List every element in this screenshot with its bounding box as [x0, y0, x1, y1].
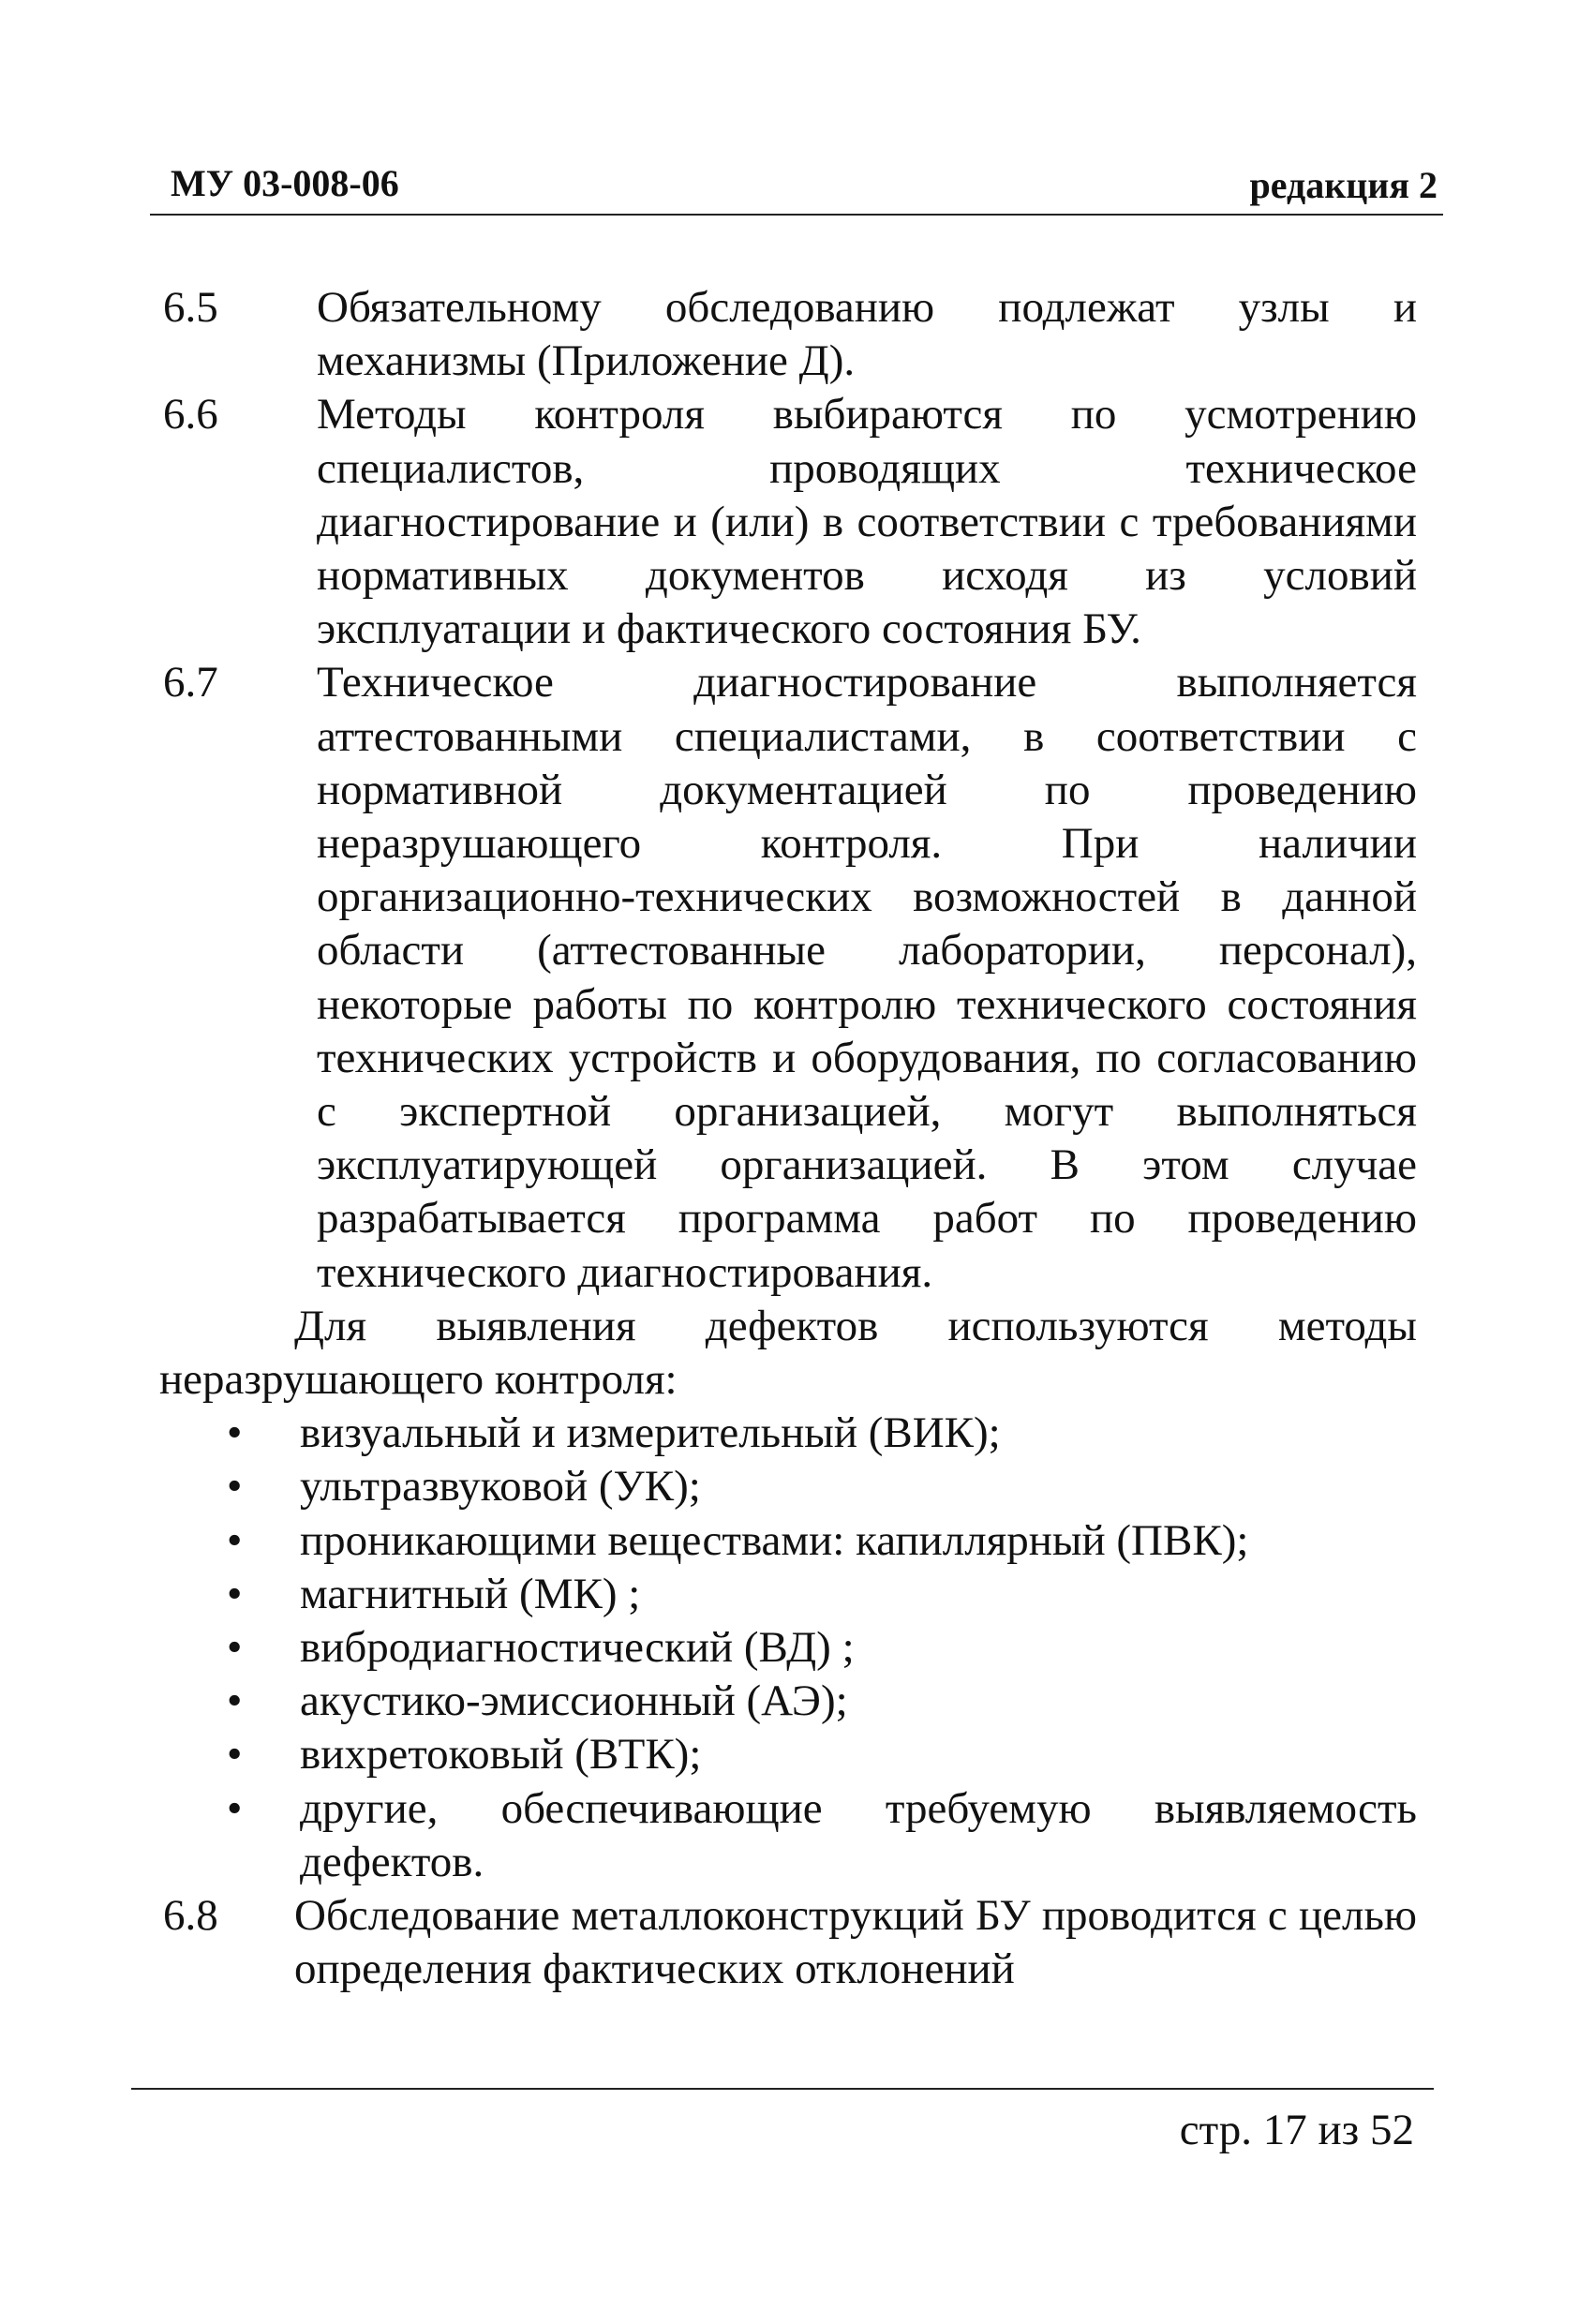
list-item: • ультразвуковой (УК);: [159, 1460, 1417, 1513]
list-item: • визуальный и измерительный (ВИК);: [159, 1407, 1417, 1460]
section-text: Обследование металлоконструкций БУ проводится с целью определения фактических отклонений: [294, 1891, 1417, 1994]
bullet-icon: •: [227, 1462, 243, 1512]
section-6-5: [159, 281, 1417, 388]
footer-divider: [131, 2088, 1434, 2090]
edition-label: редакция 2: [1249, 164, 1438, 206]
section-number: 6.6: [163, 390, 218, 439]
list-item: • проникающими веществами: капиллярный (ПВК);: [159, 1514, 1417, 1568]
section-text: Техническое диагностирование выполняется аттестованными специалистами, в соответствии с нормативной документацией по проведению неразрушающего контроля. При наличии организационно-технических возможностей в данной области (аттестованные лаборатории, персонал), некоторые работы по контролю технического состояния технических устройств и оборудования, по согласованию с экспертной организацией, могут выполняться эксплуатирующей организацией. В этом случае разрабатывается программа работ по проведению технического диагностирования.: [317, 658, 1417, 1297]
bullet-icon: •: [227, 1730, 243, 1780]
list-item: • акустико-эмиссионный (АЭ);: [159, 1675, 1417, 1728]
list-item: • вихретоковый (ВТК);: [159, 1728, 1417, 1781]
bullet-icon: •: [227, 1676, 243, 1726]
document-body: [159, 281, 1417, 1997]
bullet-icon: •: [227, 1623, 243, 1673]
section-number: 6.8: [163, 1891, 218, 1941]
list-item: • магнитный (МК) ;: [159, 1568, 1417, 1621]
list-item: • другие, обеспечивающие требуемую выявляемость дефектов.: [227, 1783, 1417, 1886]
section-6-6: [159, 388, 1417, 656]
section-text: Методы контроля выбираются по усмотрению специалистов, проводящих техническое диагностирование и (или) в соответствии с требованиями нормативных документов исходя из условий эксплуатации и фактического состояния БУ.: [317, 390, 1417, 654]
list-item: • вибродиагностический (ВД) ;: [159, 1621, 1417, 1675]
page-header: [150, 157, 1443, 216]
bullet-icon: •: [227, 1515, 243, 1565]
bullet-icon: •: [227, 1408, 243, 1458]
page-number: стр. 17 из 52: [1179, 2106, 1414, 2154]
bullet-icon: •: [227, 1783, 243, 1833]
document-code: МУ 03-008-06: [171, 162, 399, 204]
methods-list: [159, 1407, 1417, 1889]
section-number: 6.5: [163, 283, 218, 332]
bullet-icon: •: [227, 1569, 243, 1618]
section-6-7: [159, 656, 1417, 1299]
section-text: Обязательному обследованию подлежат узлы и механизмы (Приложение Д).: [317, 283, 1417, 386]
section-number: 6.7: [163, 658, 218, 708]
section-6-8: [159, 1889, 1417, 1996]
methods-intro: Для выявления дефектов используются методы неразрушающего контроля:: [159, 1301, 1417, 1405]
